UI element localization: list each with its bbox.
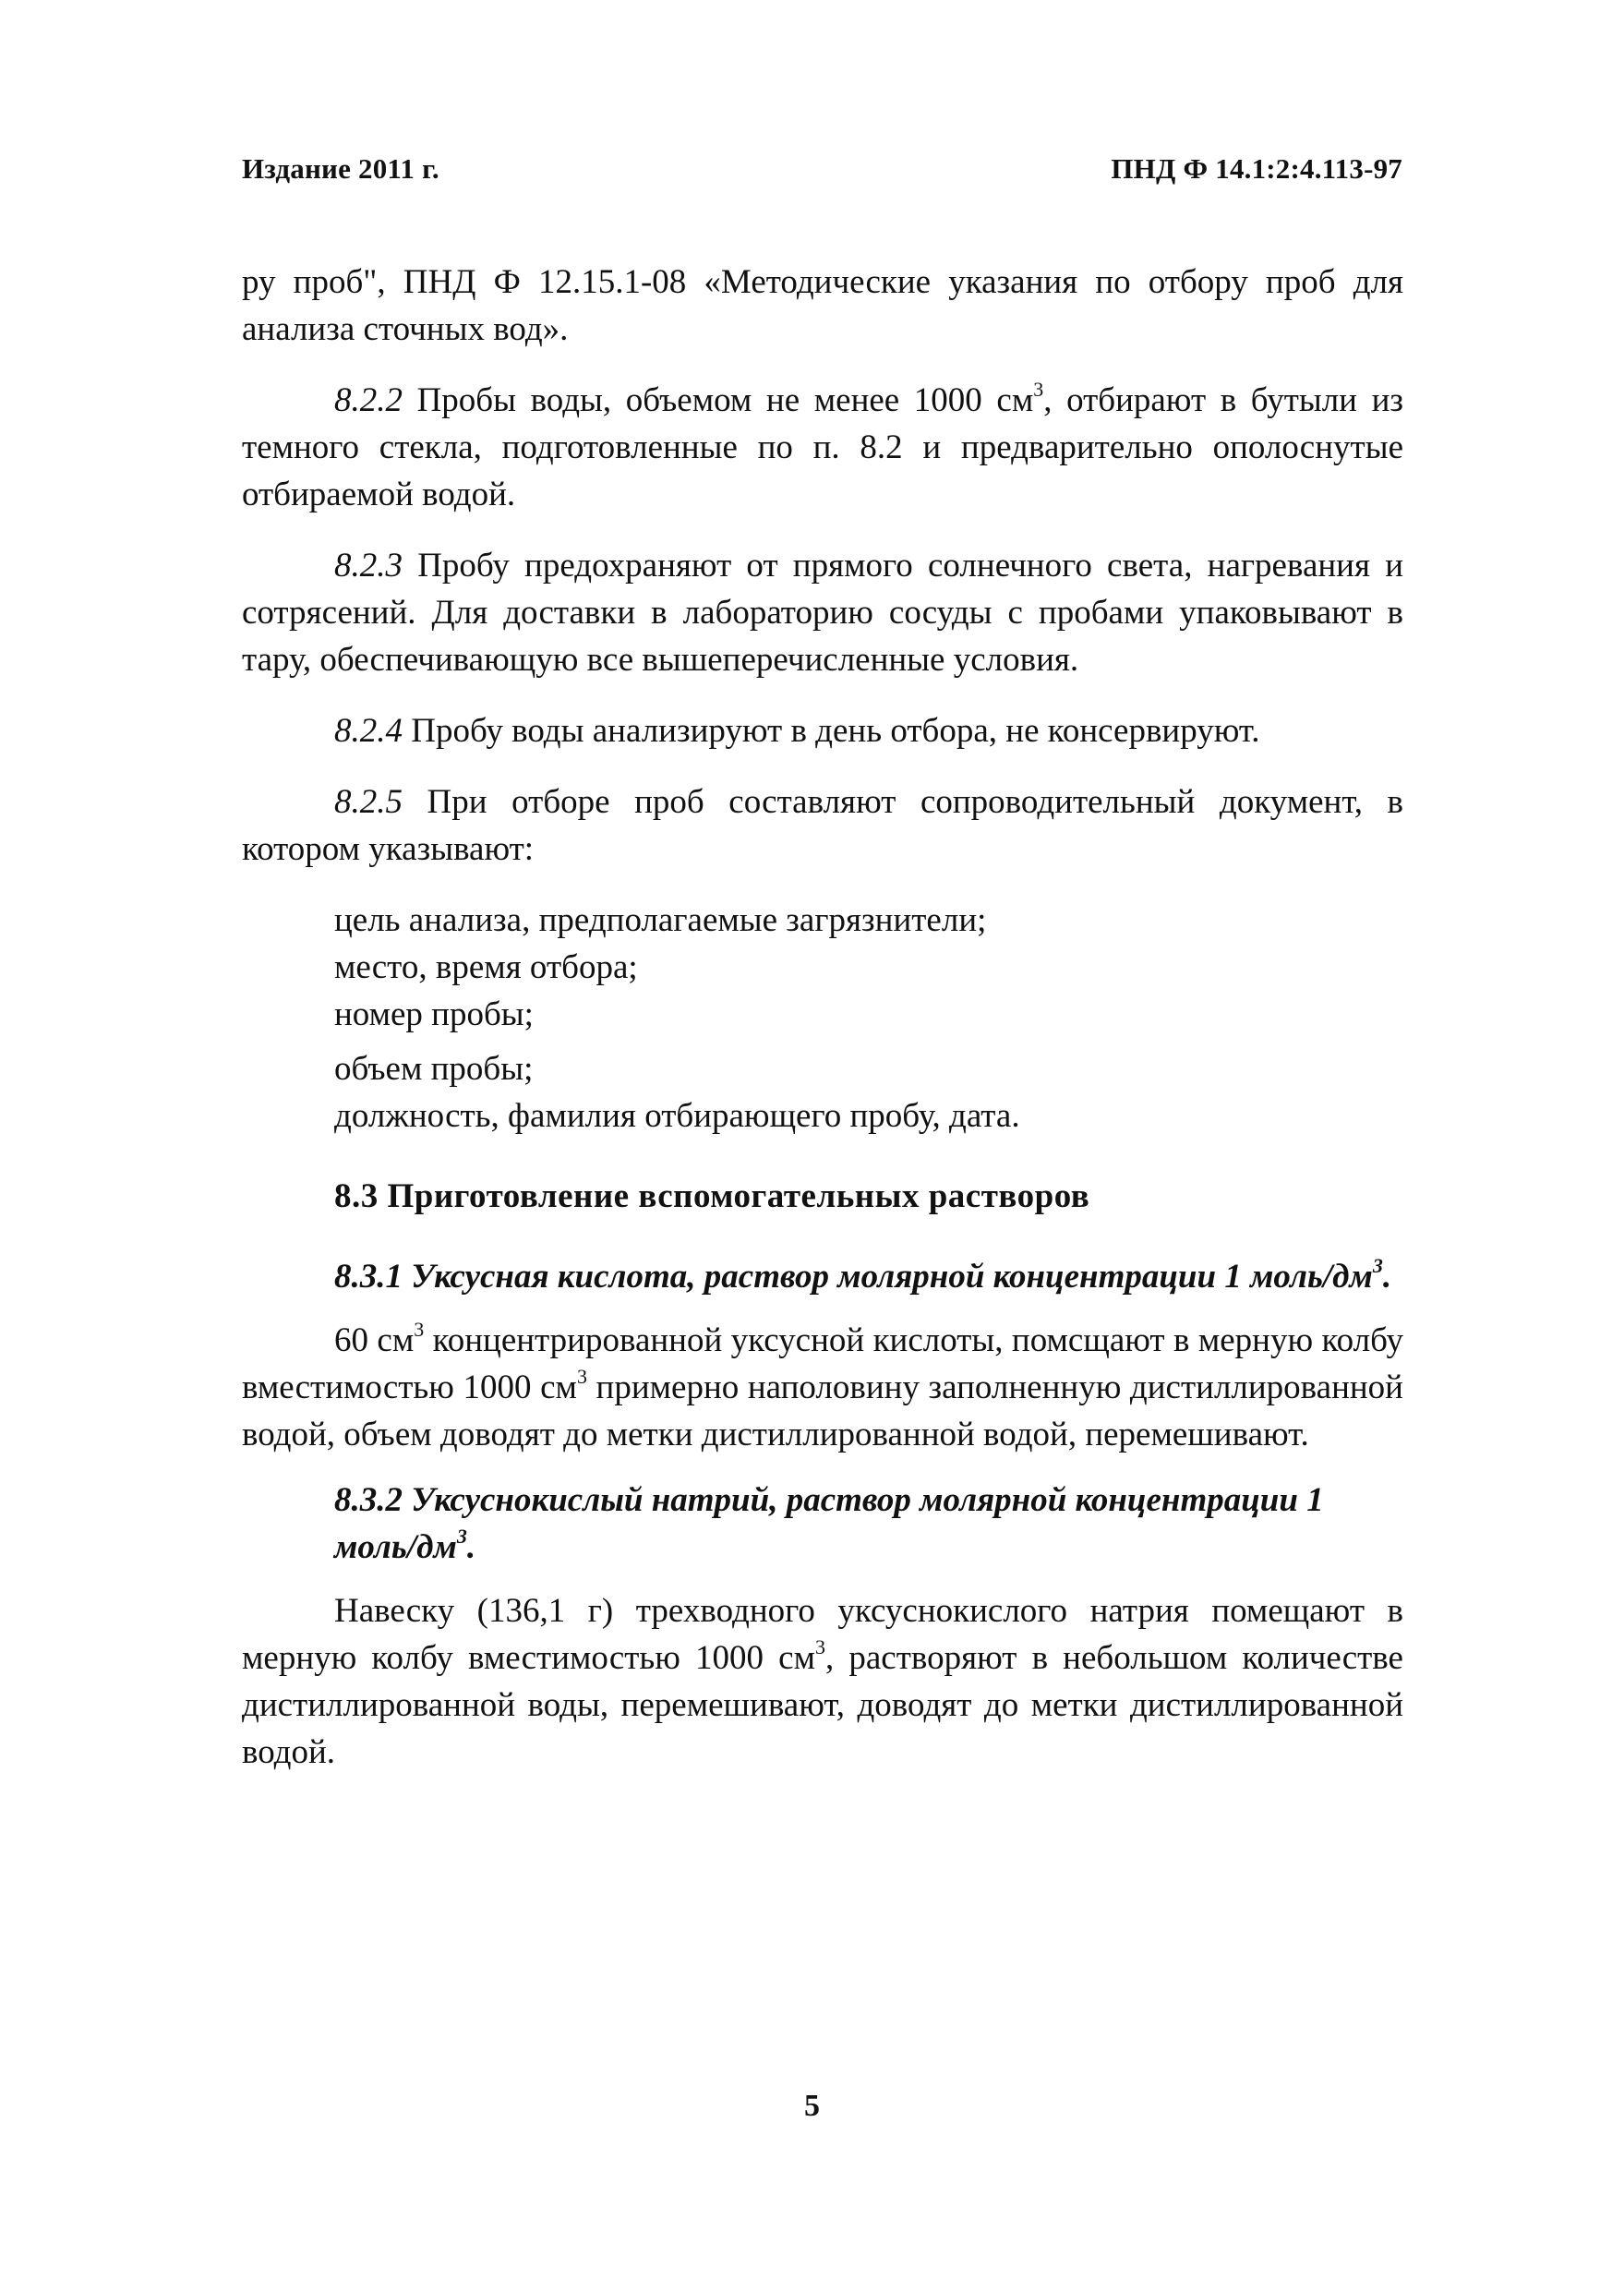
superscript: 3 — [456, 1525, 467, 1548]
clause-number: 8.2.3 — [334, 547, 403, 585]
list-item: номер пробы; — [334, 995, 534, 1033]
clause-number: 8.2.4 — [334, 712, 403, 750]
paragraph-text: , растворяют в небольшом количестве дистиллированной воды, перемешивают, доводят до метки дистиллированной водой. — [242, 1639, 1403, 1771]
subsection-heading-8-3-2 — [242, 1477, 1403, 1571]
heading-text: . — [1382, 1258, 1392, 1296]
paragraph-text: , отбирают в бутыли из темного стекла, подготовленные по п. 8.2 и предварительно ополоснутые отбираемой водой. — [242, 381, 1403, 513]
paragraph-text: Пробу предохраняют от прямого солнечного света, нагревания и сотрясений. Для доставки в лабораторию сосуды с пробами упаковывают в тару, обеспечивающую все вышеперечисленные условия. — [242, 547, 1403, 679]
subsection-heading-8-3-1 — [242, 1253, 1403, 1300]
document-body — [242, 259, 1403, 1776]
paragraph-intro: ру проб", ПНД Ф 12.15.1-08 «Методические указания по отбору проб для анализа сточных вод». — [242, 263, 1403, 348]
document-code: ПНД Ф 14.1:2:4.113-97 — [1111, 152, 1402, 185]
paragraph-8-3-2 — [242, 1587, 1403, 1776]
superscript: 3 — [1033, 378, 1044, 401]
paragraph-8-2-4 — [242, 707, 1403, 754]
clause-number: 8.2.2 — [334, 381, 403, 419]
list-item: место, время отбора; — [334, 948, 638, 986]
list-item: объем пробы; — [334, 1050, 534, 1088]
paragraph-8-2-5 — [242, 778, 1403, 873]
section-heading-8-3: 8.3 Приготовление вспомогательных растворов — [334, 1177, 1090, 1215]
paragraph-8-2-2 — [242, 377, 1403, 518]
superscript: 3 — [576, 1365, 587, 1388]
list-item: должность, фамилия отбирающего пробу, дата. — [334, 1097, 1020, 1135]
paragraph-text: примерно наполовину заполненную дистиллированной водой, объем доводят до метки дистиллированной водой, перемешивают. — [242, 1369, 1403, 1453]
paragraph-8-3-1 — [242, 1317, 1403, 1458]
list-item: цель анализа, предполагаемые загрязнители; — [334, 901, 987, 939]
paragraph-text: концентрированной уксусной кислоты, помсщают в мерную колбу вместимостью 1000 см — [242, 1321, 1403, 1406]
heading-text: 8.3.1 Уксусная кислота, раствор молярной концентрации 1 моль/дм — [334, 1258, 1373, 1296]
paragraph-text: 60 см — [334, 1321, 415, 1359]
paragraph-text: Пробу воды анализируют в день отбора, не консервируют. — [403, 712, 1260, 750]
superscript: 3 — [414, 1318, 425, 1341]
heading-text: 8.3.2 Уксуснокислый натрий, раствор молярной концентрации 1 моль/дм — [334, 1481, 1324, 1566]
paragraph-text: Пробы воды, объемом не менее 1000 см — [403, 381, 1034, 419]
heading-text: . — [466, 1528, 476, 1566]
clause-number: 8.2.5 — [334, 783, 403, 821]
document-fields-list — [242, 897, 1403, 1140]
paragraph-8-2-3 — [242, 542, 1403, 683]
paragraph-text: При отборе проб составляют сопроводительный документ, в котором указывают: — [242, 783, 1403, 868]
edition-label: Издание 2011 г. — [242, 152, 439, 185]
superscript: 3 — [815, 1635, 826, 1658]
page-number: 5 — [804, 2089, 820, 2123]
superscript: 3 — [1372, 1254, 1383, 1277]
paragraph-text: Навеску (136,1 г) трехводного уксуснокислого натрия помещают в мерную колбу вместимостью 1000 см — [242, 1592, 1403, 1677]
